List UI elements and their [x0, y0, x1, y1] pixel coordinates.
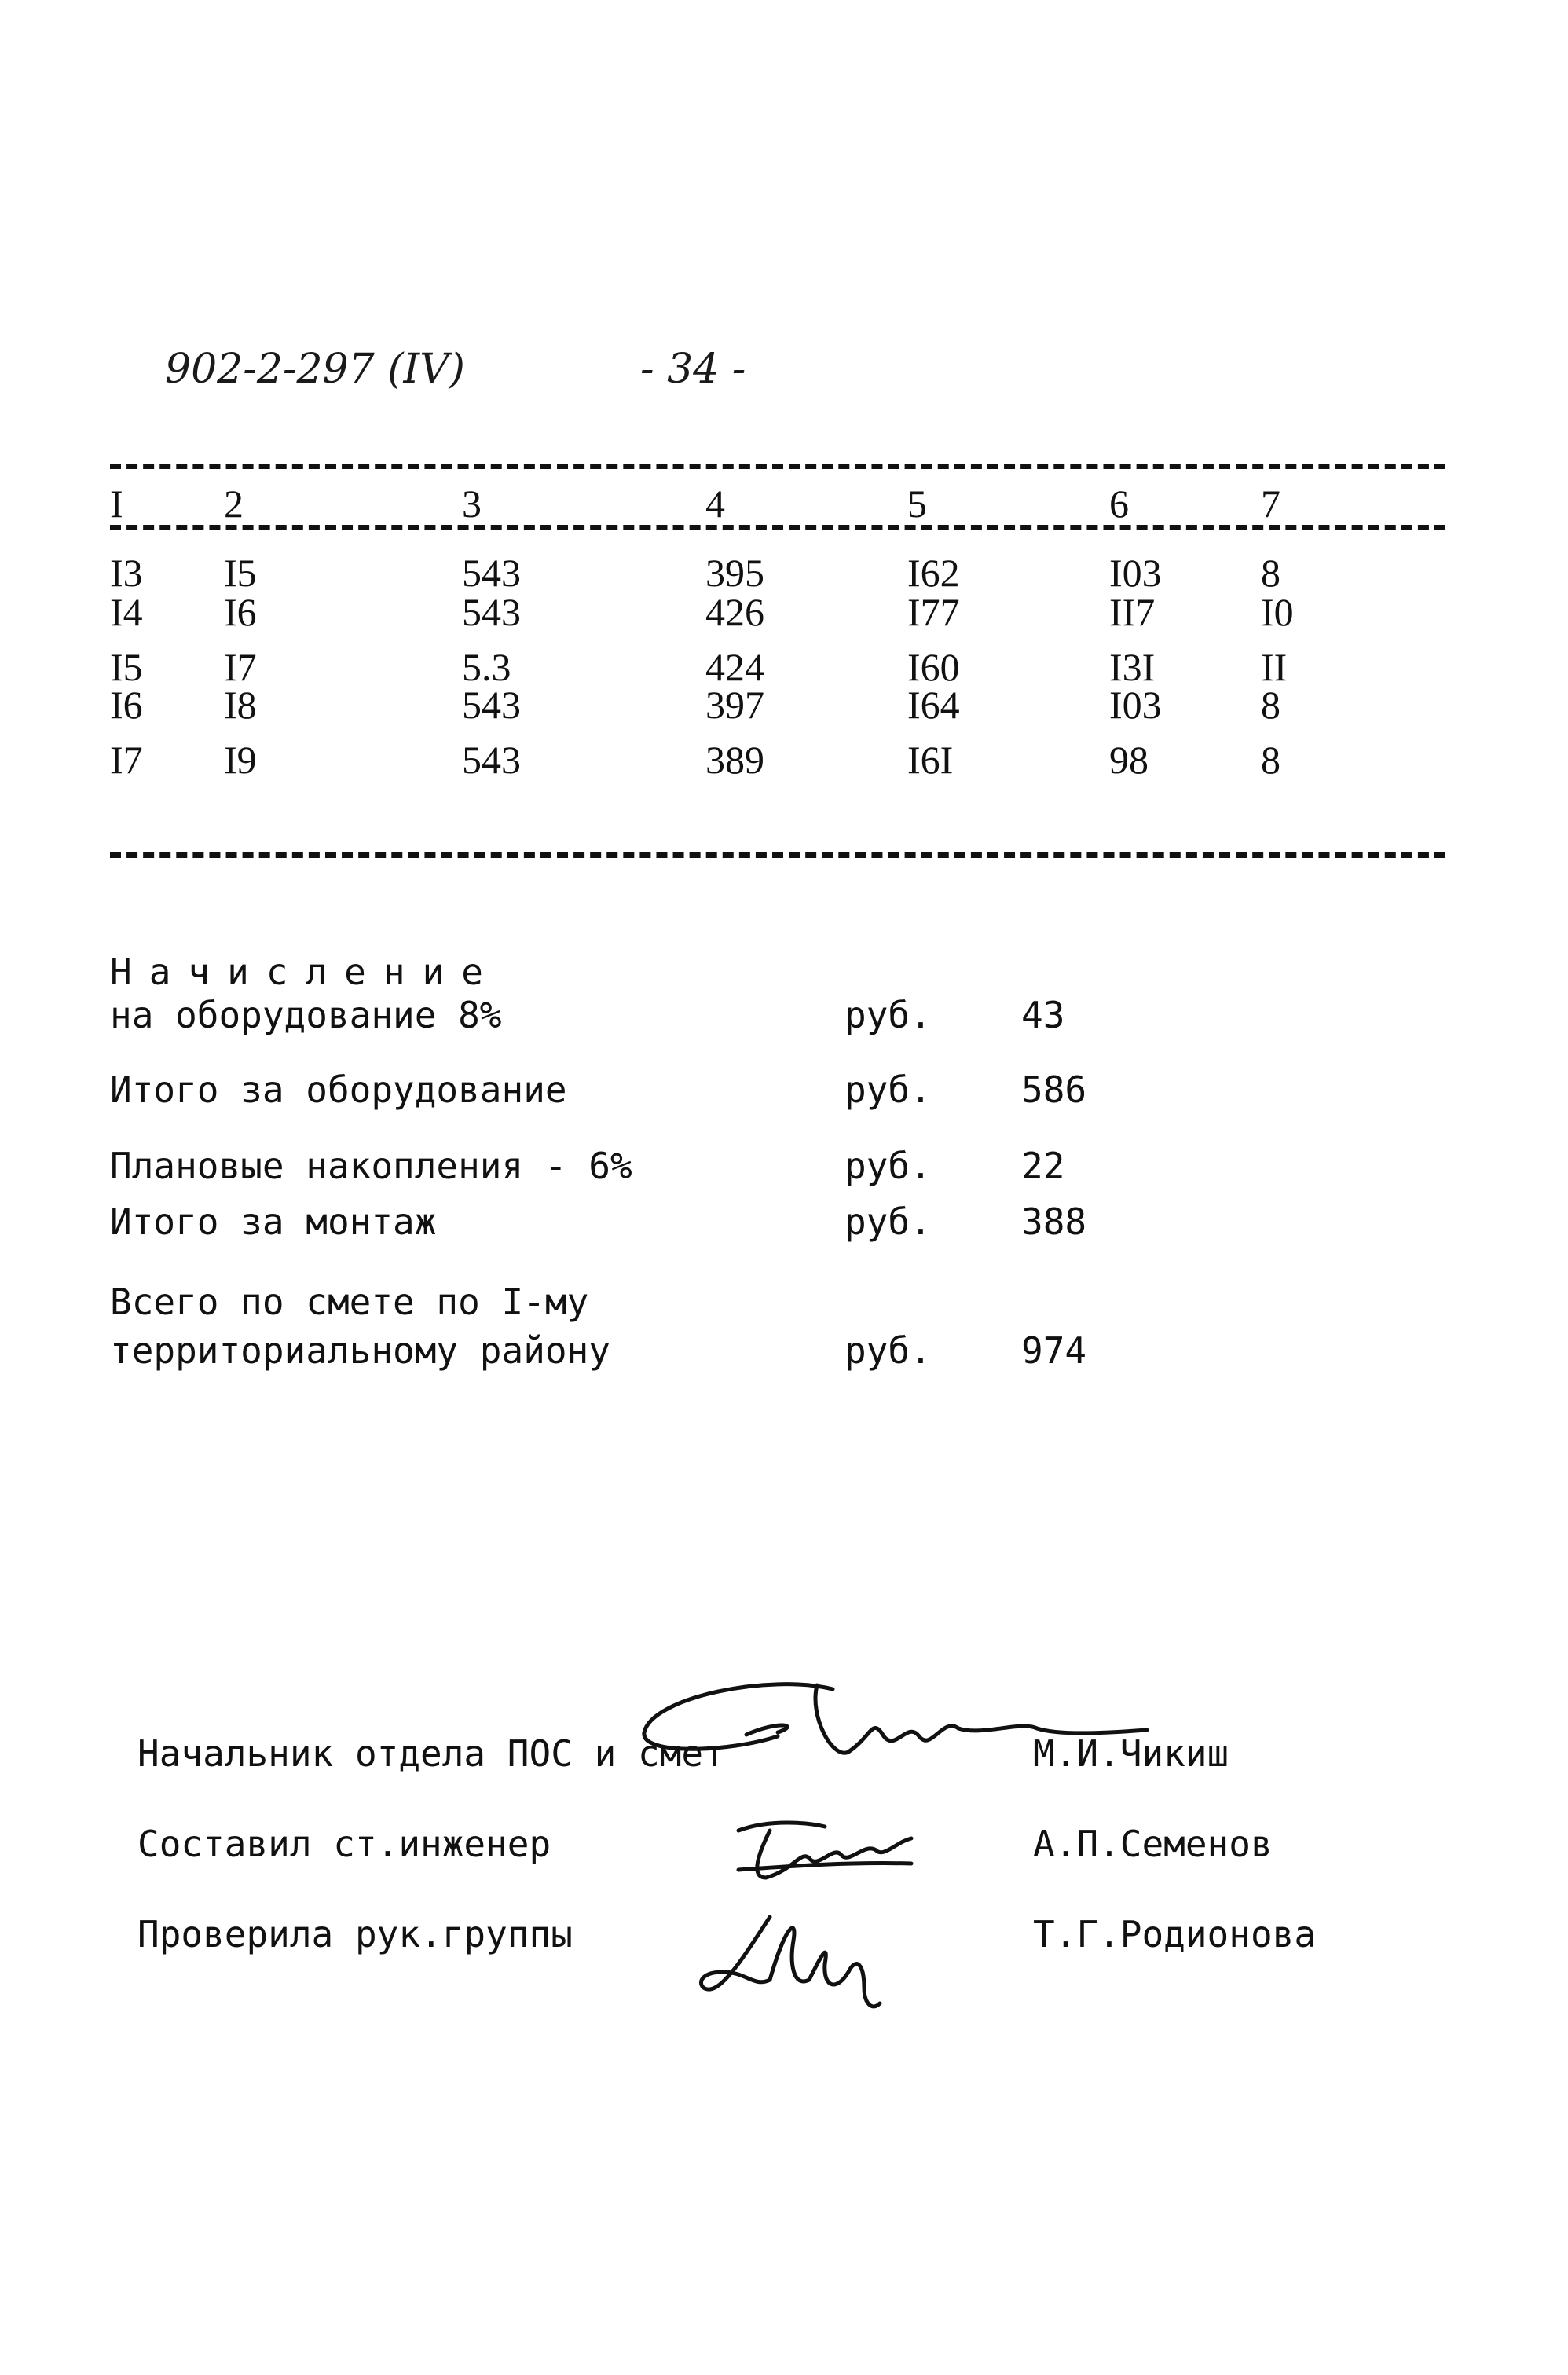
table-cell: I60 [907, 645, 960, 689]
table-cell: I7 [110, 738, 143, 782]
signature-role-head: Начальник отдела ПОС и смет [137, 1732, 725, 1775]
table-top-rule [110, 464, 1445, 469]
column-header-1: I [110, 482, 123, 526]
document-number: 902-2-297 (IV) [165, 346, 465, 393]
page-number: - 34 - [640, 346, 746, 393]
column-header-4: 4 [705, 482, 725, 526]
table-cell: I6I [907, 738, 954, 782]
signature-stroke-compiler [738, 1823, 911, 1878]
table-cell: 8 [1261, 551, 1280, 595]
savings-value: 22 [1021, 1145, 1065, 1187]
signature-name-head: М.И.Чикиш [1033, 1732, 1229, 1775]
signature-name-checker: Т.Г.Родионова [1033, 1913, 1317, 1955]
mounting-total-value: 388 [1021, 1200, 1087, 1243]
accrual-title: Начисление [110, 951, 500, 993]
table-cell: I4 [110, 590, 143, 634]
table-cell: I5 [110, 645, 143, 689]
column-header-6: 6 [1109, 482, 1129, 526]
table-cell: I3I [1109, 645, 1156, 689]
table-cell: 543 [462, 551, 521, 595]
table-cell: 543 [462, 590, 521, 634]
table-cell: I9 [224, 738, 257, 782]
table-cell: 8 [1261, 738, 1280, 782]
accrual-unit: руб. [844, 994, 932, 1036]
table-cell: I7 [224, 645, 257, 689]
equipment-total-value: 586 [1021, 1068, 1087, 1111]
table-cell: 397 [705, 683, 764, 727]
table-cell: 543 [462, 683, 521, 727]
column-header-2: 2 [224, 482, 244, 526]
table-cell: 426 [705, 590, 764, 634]
table-cell: I0 [1261, 590, 1294, 634]
table-cell: I5 [224, 551, 257, 595]
equipment-total-label: Итого за оборудование [110, 1068, 567, 1111]
column-header-7: 7 [1261, 482, 1280, 526]
header-bottom-rule [110, 525, 1445, 530]
table-cell: 424 [705, 645, 764, 689]
table-cell: 5.3 [462, 645, 511, 689]
column-header-3: 3 [462, 482, 482, 526]
signature-name-compiler: А.П.Семенов [1033, 1823, 1273, 1865]
table-cell: I03 [1109, 683, 1162, 727]
signature-stroke-head [644, 1684, 1147, 1754]
table-cell: I3 [110, 551, 143, 595]
grand-total-line1: Всего по смете по I-му [110, 1281, 589, 1323]
table-cell: I77 [907, 590, 960, 634]
signature-role-compiler: Составил ст.инженер [137, 1823, 551, 1865]
accrual-value: 43 [1021, 994, 1065, 1036]
table-bottom-rule [110, 852, 1445, 858]
mounting-total-unit: руб. [844, 1200, 932, 1243]
table-cell: 389 [705, 738, 764, 782]
grand-total-unit: руб. [844, 1329, 932, 1372]
table-cell: 395 [705, 551, 764, 595]
table-cell: I03 [1109, 551, 1162, 595]
table-cell: II [1261, 645, 1288, 689]
accrual-line: на оборудование 8% [110, 994, 502, 1036]
table-cell: I8 [224, 683, 257, 727]
table-cell: I6 [224, 590, 257, 634]
table-cell: I6 [110, 683, 143, 727]
mounting-total-label: Итого за монтаж [110, 1200, 437, 1243]
table-cell: 98 [1109, 738, 1149, 782]
table-cell: II7 [1109, 590, 1156, 634]
signature-stroke-checker [702, 1917, 881, 2007]
signature-role-checker: Проверила рук.группы [137, 1913, 573, 1955]
grand-total-line2: территориальному району [110, 1329, 610, 1372]
grand-total-value: 974 [1021, 1329, 1087, 1372]
equipment-total-unit: руб. [844, 1068, 932, 1111]
table-cell: 543 [462, 738, 521, 782]
handwritten-signatures [613, 1642, 1178, 2011]
savings-label: Плановые накопления - 6% [110, 1145, 632, 1187]
column-header-5: 5 [907, 482, 927, 526]
savings-unit: руб. [844, 1145, 932, 1187]
table-cell: 8 [1261, 683, 1280, 727]
table-cell: I62 [907, 551, 960, 595]
table-cell: I64 [907, 683, 960, 727]
